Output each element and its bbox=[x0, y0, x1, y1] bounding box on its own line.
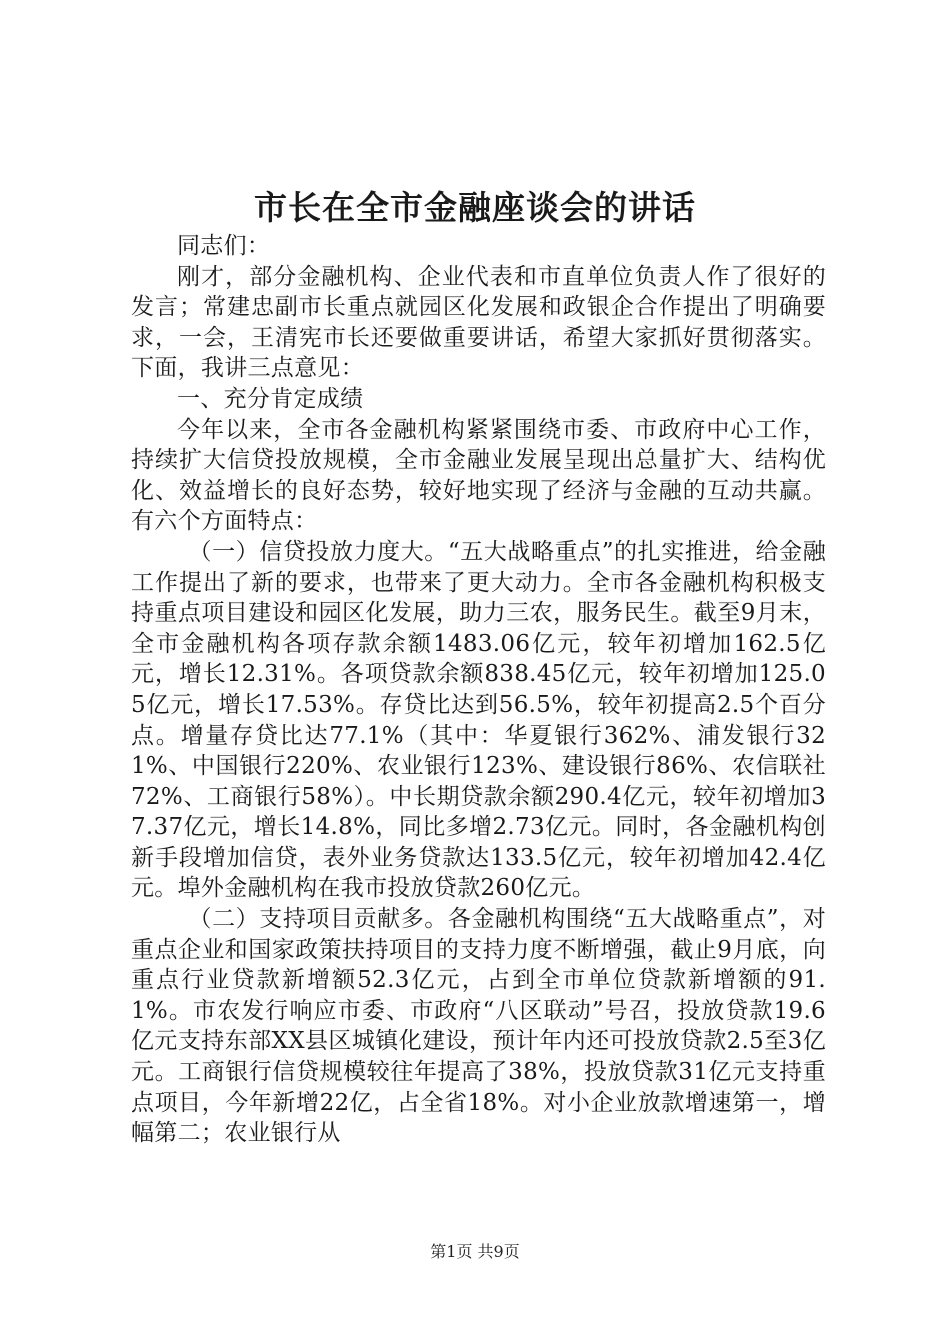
document-body bbox=[131, 231, 826, 1149]
salutation: 同志们： bbox=[177, 233, 271, 259]
body-paragraph: 今年以来，全市各金融机构紧紧围绕市委、市政府中心工作，持续扩大信贷投放规模，全市金融业发展呈现出总量扩大、结构优化、效益增长的良好态势，较好地实现了经济与金融的互动共赢。有六个方面特点： bbox=[131, 416, 826, 535]
subsection-paragraph: （二）支持项目贡献多。各金融机构围绕“五大战略重点”，对重点企业和国家政策扶持项目的支持力度不断增强，截止9月底，向重点行业贷款新增额52.3亿元，占到全市单位贷款新增额的91.1%。市农发行响应市委、市政府“八区联动”号召，投放贷款19.6亿元支持东部XX县区城镇化建设，预计年内还可投放贷款2.5至3亿元。工商银行信贷规模较往年提高了38%，投放贷款31亿元支持重点项目，今年新增22亿，占全省18%。对小企业放款增速第一，增幅第二；农业银行从 bbox=[131, 906, 826, 1147]
page-footer: 第1页 共9页 bbox=[430, 1242, 520, 1261]
subsection-paragraph: （一）信贷投放力度大。“五大战略重点”的扎实推进，给金融工作提出了新的要求，也带来了更大动力。全市各金融机构积极支持重点项目建设和园区化发展，助力三农，服务民生。截至9月末，全市金融机构各项存款余额1483.06亿元，较年初增加162.5亿元，增长12.31%。各项贷款余额838.45亿元，较年初增加125.05亿元，增长17.53%。存贷比达到56.5%，较年初提高2.5个百分点。增量存贷比达77.1%（其中：华夏银行362%、浦发银行321%、中国银行220%、农业银行123%、建设银行86%、农信联社72%、工商银行58%）。中长期贷款余额290.4亿元，较年初增加37.37亿元，增长14.8%，同比多增2.73亿元。同时，各金融机构创新手段增加信贷，表外业务贷款达133.5亿元，较年初增加42.4亿元。埠外金融机构在我市投放贷款260亿元。 bbox=[131, 538, 826, 902]
body-paragraph: 刚才，部分金融机构、企业代表和市直单位负责人作了很好的发言；常建忠副市长重点就园区化发展和政银企合作提出了明确要求，一会，王清宪市长还要做重要讲话，希望大家抓好贯彻落实。下面，我讲三点意见： bbox=[131, 263, 826, 382]
document-title: 市长在全市金融座谈会的讲话 bbox=[254, 188, 696, 227]
section-heading: 一、充分肯定成绩 bbox=[177, 385, 364, 412]
